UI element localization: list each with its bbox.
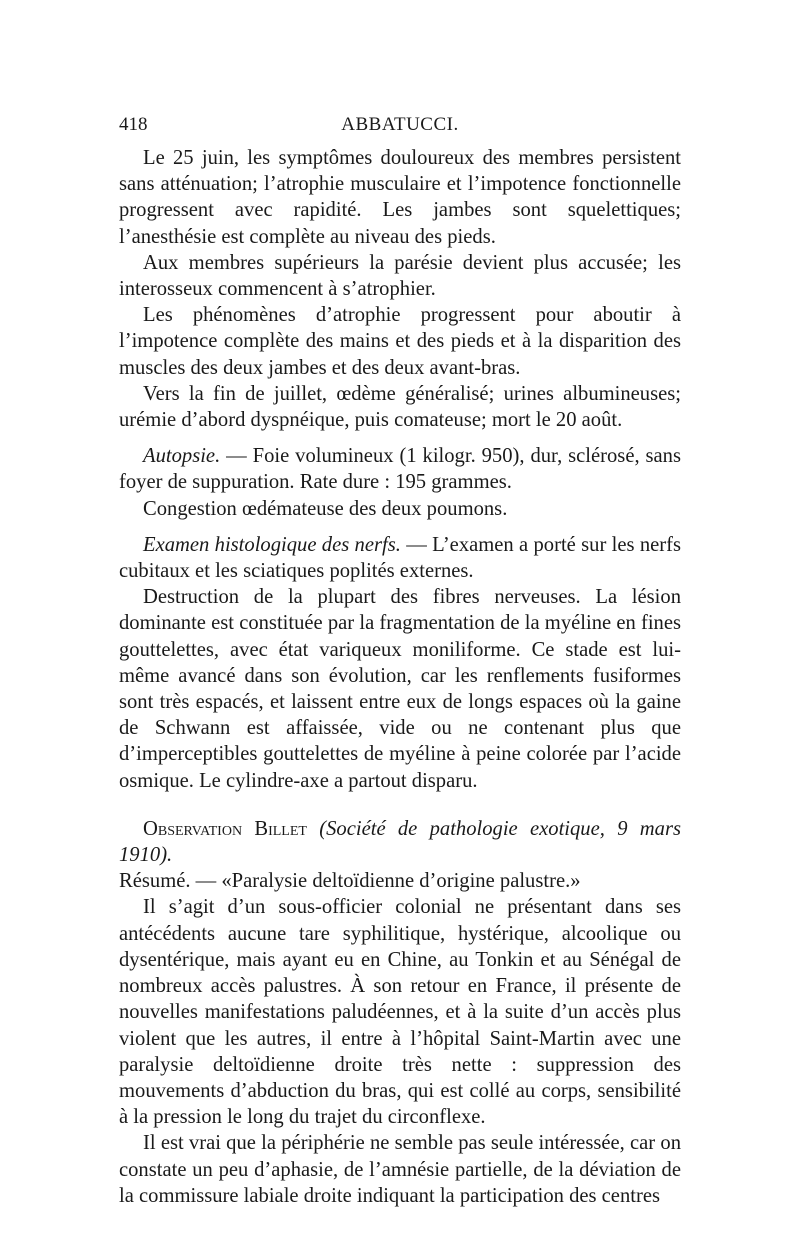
paragraph-histology (119, 532, 681, 584)
autopsy-label: Autopsie. (143, 445, 221, 468)
histology-label: Examen histologique des nerfs. (143, 533, 401, 556)
paragraph-symptoms: Le 25 juin, les symptômes douloureux des membres persistent sans atténuation; l’atrophie musculaire et l’impotence fonctionnelle progressent avec rapidité. Les jambes sont squelettiques; l’anesthésie est complète au niveau des pieds. (119, 147, 681, 248)
observation-source: (Société de pathologie exotique, 9 mars 1910). (119, 817, 681, 867)
paragraph-autopsy (119, 443, 681, 495)
paragraph-case: Il s’agit d’un sous-officier colonial ne présentant dans ses antécédents aucune tare syphilitique, hystérique, alcoolique ou dysentérique, mais ayant eu en Chine, au Tonkin et au Sénégal de nombreux accès palustres. À son retour en France, il présente de nouvelles manifestations paludéennes, et à la suite d’un accès plus violent que les autres, il entre à l’hôpital Saint-Martin avec une paralysie deltoïdienne droite très nette : suppression des mouvements d’abduction du bras, qui est collé au corps, sensibilité à la pression le long du trajet du circonflexe. (119, 896, 681, 1129)
paragraph-upper-limbs: Aux membres supérieurs la parésie devient plus accusée; les interosseux commencent à s’atrophier. (119, 251, 681, 301)
histology-text: — L’examen a porté sur les nerfs cubitaux et les sciatiques poplités externes. (119, 533, 681, 583)
paragraph-lungs: Congestion œdémateuse des deux poumons. (143, 497, 508, 520)
paragraph-periphery: Il est vrai que la périphérie ne semble pas seule intéressée, car on constate un peu d’aphasie, de l’amnésie partielle, de la déviation de la commissure labiale droite indiquant la participation des centres (119, 1132, 681, 1207)
observation-resume: Résumé. — «Paralysie deltoïdienne d’origine palustre.» (119, 870, 581, 893)
observation-heading (119, 816, 681, 868)
paragraph-death: Vers la fin de juillet, œdème généralisé; urines albumineuses; urémie d’abord dyspnéique, puis comateuse; mort le 20 août. (119, 382, 681, 432)
autopsy-text: — Foie volumineux (1 kilogr. 950), dur, sclérosé, sans foyer de suppuration. Rate dure : 195 grammes. (119, 445, 681, 494)
observation-label: Observation Billet (143, 817, 307, 840)
body-text (119, 145, 681, 1209)
paragraph-destruction: Destruction de la plupart des fibres nerveuses. La lésion dominante est constituée par la fragmentation de la myéline en fines gouttelettes, avec état variqueux moniliforme. Ce stade est lui-même avancé dans son évolution, car les renflements fusiformes sont très espacés, et laissent entre eux de longs espaces où la gaine de Schwann est affaissée, vide ou ne contenant plus que d’imperceptibles gouttelettes de myéline à peine colorée par l’acide osmique. Le cylindre-axe a partout disparu. (119, 586, 681, 792)
paragraph-atrophy: Les phénomènes d’atrophie progressent pour aboutir à l’impotence complète des mains et des pieds et à la disparition des muscles des deux jambes et des deux avant-bras. (119, 304, 681, 379)
running-title: ABBATUCCI. (341, 114, 459, 135)
page-header (119, 114, 681, 138)
page-number: 418 (119, 114, 148, 135)
